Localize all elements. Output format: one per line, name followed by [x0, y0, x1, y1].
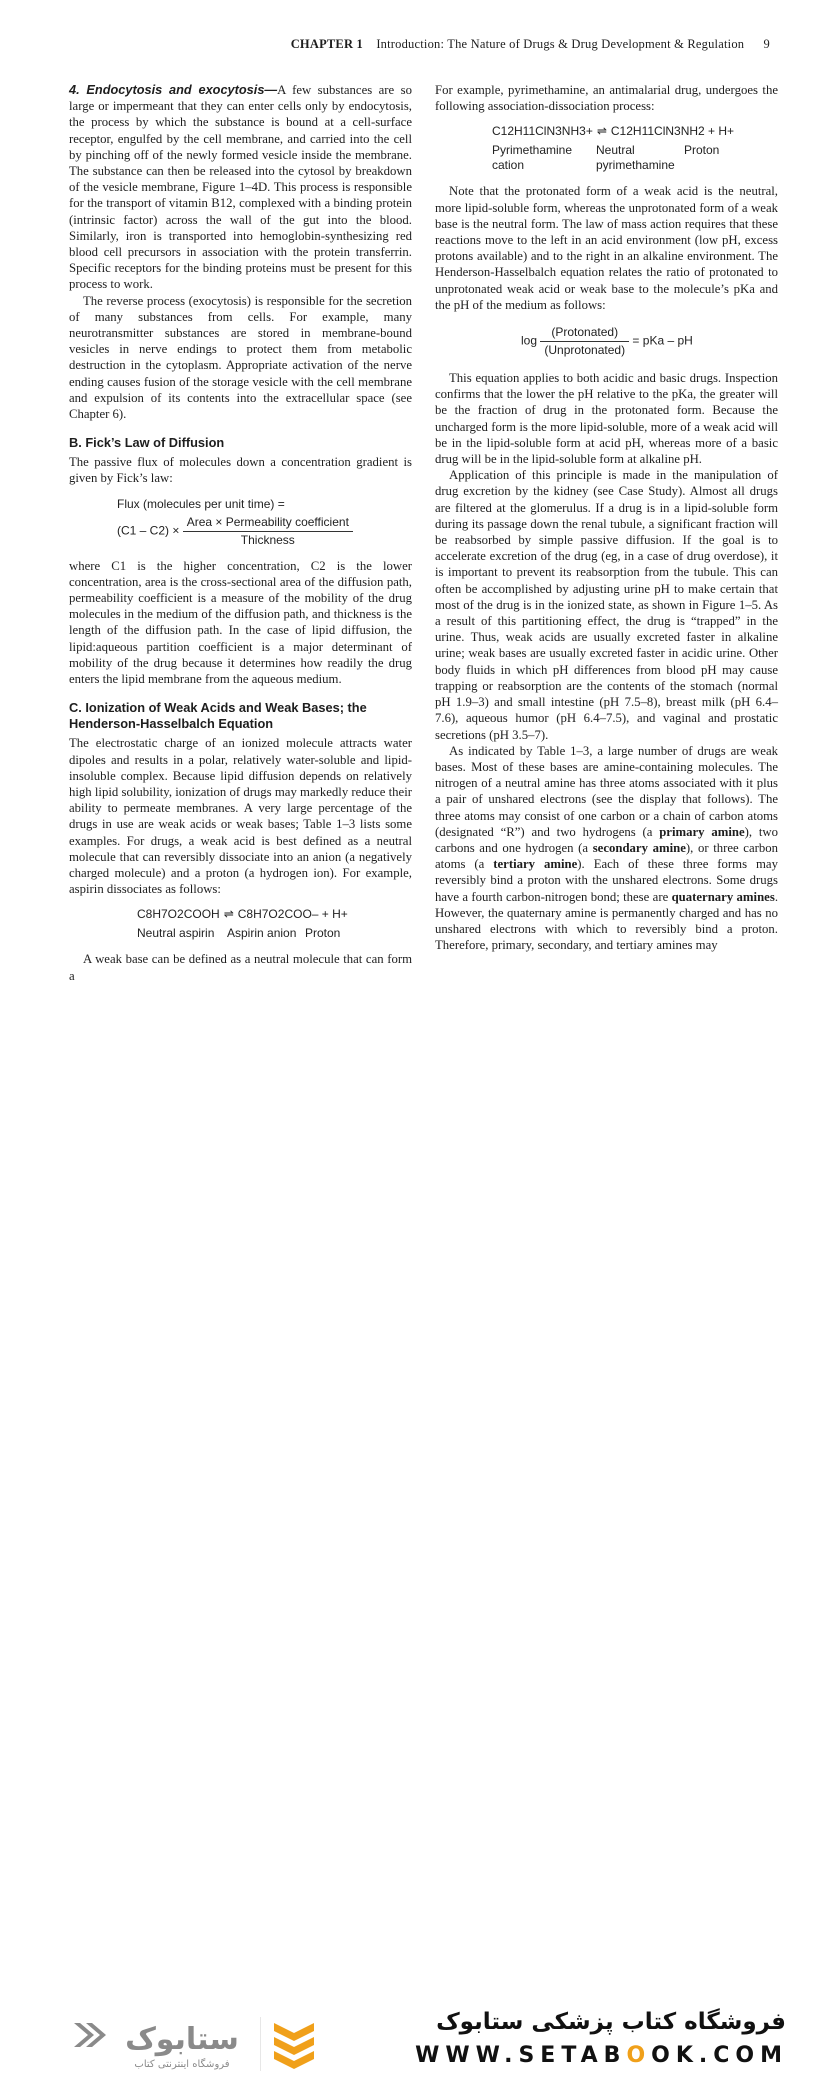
exocytosis-paragraph: The reverse process (exocytosis) is responsible for the secretion of many substances from cells. For example, many neurotransmitter substances are stored in membrane-bound vesicles in nerve endings to protect them from metabolic destruction in the cytoplasm. Appropriate activation of the nerve ending causes fusion of the storage vesicle with the cell membrane and expulsion of its contents into the extracellular space (see Chapter 6). — [69, 293, 412, 422]
running-head — [291, 37, 770, 52]
flux-denominator: Thickness — [240, 532, 295, 547]
hh-fraction — [540, 325, 629, 358]
aspirin-equation — [137, 907, 412, 941]
flux-line: Flux (molecules per unit time) = — [117, 496, 285, 511]
page-number: 9 — [763, 37, 770, 51]
fick-equation — [117, 497, 412, 548]
aspirin-anion-formula: C8H7O2COO– + H+ — [237, 907, 348, 922]
hh-application-paragraph: This equation applies to both acidic and basic drugs. Inspection confirms that the lower the pH relative to the pKa, the greater will be the fraction of drug in the protonated form. Because the uncharged form is the more lipid-soluble, more of a weak acid will be in the lipid-soluble form at acid pH, whereas more of a basic drug will be in the lipid-soluble form at alkaline pH. — [435, 371, 778, 467]
ionization-heading: C. Ionization of Weak Acids and Weak Bases; the Henderson-Hasselbalch Equation — [69, 700, 367, 732]
hh-denominator: (Unprotonated) — [544, 343, 626, 358]
renal-excretion-paragraph: Application of this principle is made in the manipulation of drug excretion by the kidney (see Case Study). Almost all drugs are filtered at the glomerulus. If a drug is in a lipid-soluble form during its passage down the renal tubule, a significant fraction will be reabsorbed by simple passive diffusion. If the goal is to accelerate excretion of the drug (eg, in a case of drug overdose), it is important to prevent its reabsorption from the tubule. This can often be accomplished by adjusting urine pH to make certain that most of the drug is in the ionized state, as shown in Figure 1–5. As a result of this partitioning effect, the drug is “trapped” in the urine. Thus, weak acids are usually excreted faster in alkaline urine; weak bases are usually excreted faster in acidic urine. Other body fluids in which pH differences from blood pH may cause trapping or reabsorption are the contents of the stomach (normal pH 1.9–3) and small intestine (pH 7.5–8), breast milk (pH 6.4–7.6), aqueous humor (pH 6.4–7.5), and vaginal and prostatic secretions (pH 3.5–7). — [435, 468, 778, 742]
hh-rhs: = pKa – pH — [632, 333, 693, 348]
label-pyrimethamine-cation: Pyrimethamine cation — [492, 143, 573, 173]
left-column — [69, 82, 412, 984]
url-part-1: WWW.SETAB — [415, 2043, 627, 2068]
amines-text-c: ), or three carbon atoms (a — [435, 840, 778, 872]
endocytosis-paragraph — [69, 82, 412, 293]
shop-url[interactable] — [415, 2043, 788, 2068]
textbook-page — [0, 0, 832, 995]
endocytosis-title: 4. Endocytosis and exocytosis— — [69, 82, 278, 97]
flux-numerator: Area × Permeability coefficient — [183, 515, 353, 532]
ionization-paragraph: The electrostatic charge of an ionized molecule attracts water dipoles and results in a polar, relatively water-soluble and lipid-insoluble complex. Because lipid diffusion depends on relatively high lipid solubility, ionization of drugs may markedly reduce their ability to permeate membranes. A very large percentage of the drugs in use are weak acids or weak bases; Table 1–3 lists some examples. For drugs, a weak acid is best defined as a neutral molecule that can reversibly dissociate into an anion (a negatively charged molecule) and a proton (a hydrogen ion). For example, aspirin dissociates as follows: — [69, 736, 412, 897]
endocytosis-text: A few substances are so large or impermeant that they can enter cells only by endocytosis, the process by which the substance is bound at a cell-surface receptor, engulfed by the cell membrane, and carried into the cell by pinching off of the newly formed vesicle inside the membrane. The substance can then be released into the cytosol by breakdown of the vesicle membrane, Figure 1–4D. This process is responsible for the transport of vitamin B12, complexed with a binding protein (intrinsic factor) across the wall of the gut into the blood. Similarly, iron is transported into hemoglobin-synthesizing red blood cell precursors in association with the protein transferrin. Specific receptors for the binding proteins must be present for this process to work. — [69, 83, 412, 292]
label-neutral-aspirin: Neutral aspirin — [137, 926, 215, 941]
pyrimethamine-intro: For example, pyrimethamine, an antimalarial drug, undergoes the following association-dissociation process: — [435, 83, 778, 114]
pyrimethamine-cation-formula: C12H11ClN3NH3+ — [492, 124, 593, 139]
term-quaternary-amines: quaternary amines — [671, 889, 775, 904]
term-secondary-amine: secondary amine — [592, 840, 686, 855]
weak-base-paragraph: A weak base can be defined as a neutral molecule that can form a — [69, 952, 412, 983]
amines-text-d: ). Each of these three forms may reversibly bind a proton with the unshared electrons. Some drugs have a fourth carbon-nitrogen bond; these are — [435, 857, 778, 904]
logo-subtitle: فروشگاه اینترنتی کتاب — [134, 2059, 230, 2070]
amines-text-b: ), two carbons and one hydrogen (a — [435, 824, 778, 855]
amines-paragraph — [435, 743, 778, 954]
publisher-footer — [0, 995, 832, 2070]
url-part-2: OK.COM — [651, 2043, 788, 2068]
protonated-form-paragraph: Note that the protonated form of a weak acid is the neutral, more lipid-soluble form, whereas the unprotonated form of a weak base is the neutral form. The law of mass action requires that these reactions move to the left in an acid environment (low pH, excess protons available) and to the right in an alkaline environment. The Henderson-Hasselbalch equation relates the ratio of protonated to unprotonated weak acid or weak base to the molecule’s pKa and the pH of the medium as follows: — [435, 184, 778, 312]
term-tertiary-amine: tertiary amine — [493, 857, 578, 872]
url-accent-o: O — [626, 2043, 652, 2068]
aspirin-neutral-formula: C8H7O2COOH — [137, 907, 220, 922]
equilibrium-arrow-icon: ⇌ — [223, 907, 234, 922]
chapter-title: Introduction: The Nature of Drugs & Drug Development & Regulation — [376, 37, 745, 51]
fick-heading: B. Fick’s Law of Diffusion — [69, 435, 225, 451]
henderson-hasselbalch-equation — [521, 325, 778, 358]
equilibrium-arrow-icon: ⇌ — [596, 124, 607, 139]
fick-explanation: where C1 is the higher concentration, C2 is the lower concentration, area is the cross-sectional area of the diffusion path, permeability coefficient is a measure of the mobility of the drug molecules in the medium of the diffusion path, and thickness is the length of the diffusion path. In the case of lipid diffusion, the lipid:aqueous partition coefficient is a major determinant of mobility of the drug because it determines how readily the drug enters the lipid membrane from the aqueous medium. — [69, 558, 412, 687]
label-aspirin-anion: Aspirin anion — [227, 926, 297, 941]
pyrimethamine-neutral-formula: C12H11ClN3NH2 + H+ — [610, 124, 735, 139]
pyrimethamine-equation — [492, 124, 778, 173]
hh-numerator: (Protonated) — [540, 325, 629, 342]
amines-text-e: . However, the quaternary amine is permanently charged and has no unshared electrons with which to reversibly bind a proton. Therefore, primary, secondary, and tertiary amines may — [435, 889, 778, 953]
flux-lhs: (C1 – C2) × — [117, 523, 180, 538]
fick-intro: The passive flux of molecules down a concentration gradient is given by Fick’s law: — [69, 455, 412, 486]
term-primary-amine: primary amine — [659, 824, 745, 839]
setabook-logo — [70, 2013, 245, 2073]
label-neutral-pyrimethamine: Neutral pyrimethamine — [596, 143, 675, 173]
label-proton: Proton — [684, 143, 720, 158]
amines-text-a: As indicated by Table 1–3, a large number of drugs are weak bases. Most of these bases are amine-containing molecules. The nitrogen of a neutral amine has three atoms associated with it plus a pair of unshared electrons (see the display that follows). The three atoms may consist of one carbon or a chain of carbon atoms (designated “R”) and two hydrogens (a — [435, 743, 778, 839]
chapter-label: CHAPTER 1 — [290, 37, 363, 51]
shop-name: فروشگاه کتاب پزشکی ستابوک — [436, 2009, 786, 2035]
logo-wordmark: ستابوک — [125, 2022, 239, 2057]
label-proton: Proton — [305, 926, 341, 941]
right-column — [435, 82, 778, 953]
flux-fraction — [183, 515, 353, 548]
hh-log: log — [521, 333, 538, 348]
book-stack-icon — [260, 2017, 330, 2071]
